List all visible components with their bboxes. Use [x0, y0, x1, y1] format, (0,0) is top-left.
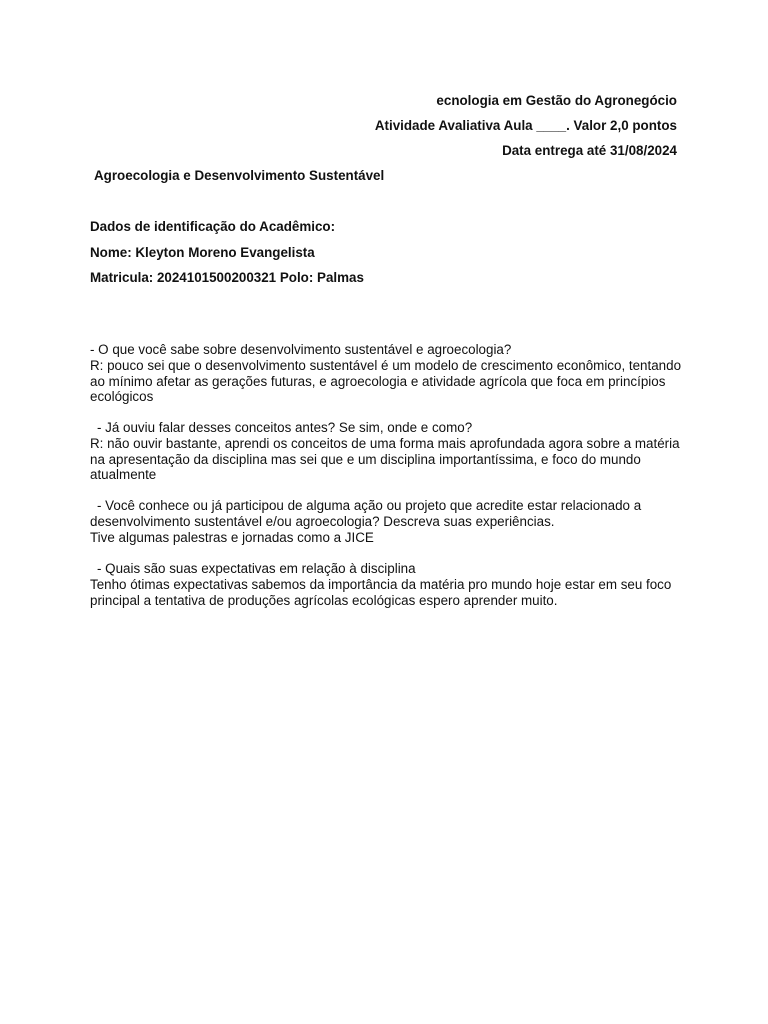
qa-block-1 [90, 342, 690, 405]
student-registration: Matricula: 2024101500200321 Polo: Palmas [90, 270, 364, 285]
activity-title: Atividade Avaliativa Aula ____. Valor 2,0 pontos [374, 118, 677, 133]
due-date: Data entrega até 31/08/2024 [502, 143, 677, 158]
answer-3: Tive algumas palestras e jornadas como a JICE [90, 529, 374, 545]
qa-block-4 [90, 561, 690, 608]
question-4: - Quais são suas expectativas em relação à disciplina [97, 561, 416, 576]
student-name: Nome: Kleyton Moreno Evangelista [90, 245, 315, 260]
identification-heading: Dados de identificação do Acadêmico: [90, 219, 336, 234]
answer-4: Tenho ótimas expectativas sabemos da importância da matéria pro mundo hoje estar em seu foco principal a tentativa de produções agrícolas ecológicas espero aprender muito. [90, 576, 672, 608]
question-1: - O que você sabe sobre desenvolvimento sustentável e agroecologia? [90, 342, 512, 357]
question-3-text: - Você conhece ou já participou de alguma ação ou projeto que acredite estar relacionado a desenvolvimento sustentável e/ou agroecologia? Descreva suas experiências. [90, 498, 642, 529]
answer-1: R: pouco sei que o desenvolvimento sustentável é um modelo de crescimento econômico, tentando ao mínimo afetar as gerações futuras, e agroecologia e atividade agrícola que foca em princípios ecológicos [90, 357, 682, 405]
subject-title: Agroecologia e Desenvolvimento Sustentável [94, 168, 385, 183]
question-2: - Já ouviu falar desses conceitos antes? Se sim, onde e como? [97, 420, 473, 435]
qa-block-2 [90, 420, 690, 483]
question-3 [90, 498, 690, 530]
answer-2: R: não ouvir bastante, aprendi os conceitos de uma forma mais aprofundada agora sobre a matéria na apresentação da disciplina mas sei que e um disciplina importantíssima, e foco do mundo atualmente [90, 435, 680, 483]
qa-block-3 [90, 498, 690, 545]
course-title: ecnologia em Gestão do Agronegócio [436, 93, 677, 108]
